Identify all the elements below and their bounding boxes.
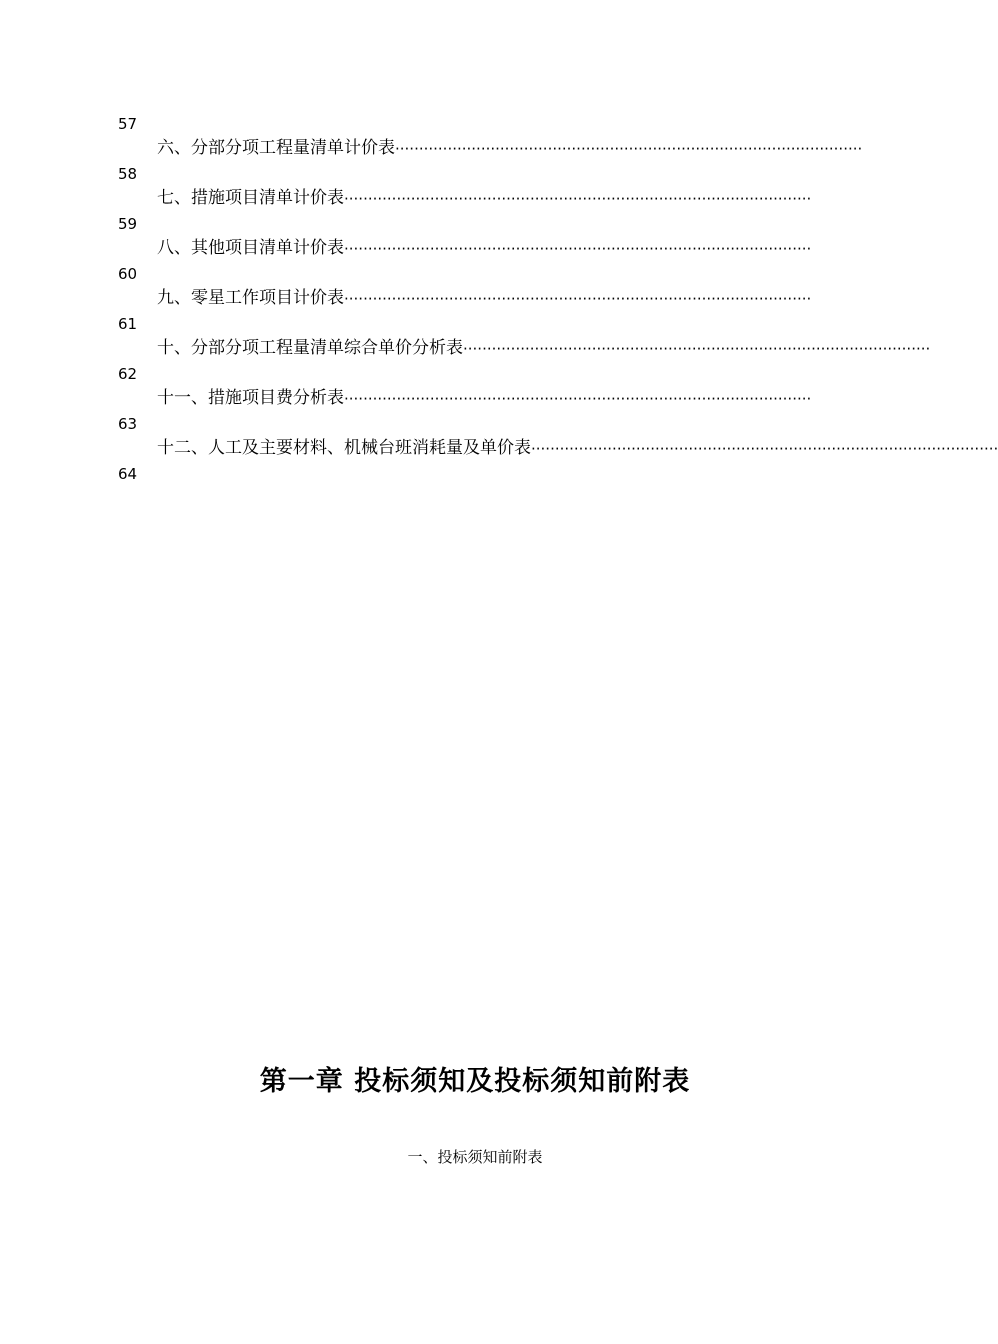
toc-entry[interactable]	[157, 436, 998, 460]
toc-leader-dots: ··································································································	[344, 390, 812, 408]
toc-entry-label: 十一、措施项目费分析表	[157, 388, 344, 408]
toc-page-number: 64	[118, 465, 138, 483]
toc-entry-label: 九、零星工作项目计价表	[157, 288, 344, 308]
toc-entry-label: 六、分部分项工程量清单计价表	[157, 138, 395, 158]
toc-entry[interactable]	[157, 186, 838, 210]
toc-leader-dots: ··································································································	[531, 440, 998, 458]
toc-page-number: 60	[118, 265, 138, 283]
toc-page-number: 57	[118, 115, 138, 133]
toc-leader-dots: ··································································································	[395, 140, 863, 158]
toc-entry[interactable]	[157, 286, 838, 310]
toc-entry[interactable]	[157, 236, 838, 260]
section-title: 一、投标须知前附表	[407, 1148, 543, 1166]
toc-leader-dots: ··································································································	[344, 240, 812, 258]
toc-page-number: 62	[118, 365, 138, 383]
toc-entry-label: 七、措施项目清单计价表	[157, 188, 344, 208]
toc-entry-label: 十二、人工及主要材料、机械台班消耗量及单价表	[157, 438, 531, 458]
toc-page-number: 58	[118, 165, 138, 183]
toc-entry[interactable]	[157, 336, 931, 360]
toc-entry-label: 十、分部分项工程量清单综合单价分析表	[157, 338, 463, 358]
toc-leader-dots: ··································································································	[344, 190, 812, 208]
chapter-title: 第一章 投标须知及投标须知前附表	[259, 1066, 691, 1097]
toc-entry[interactable]	[157, 136, 863, 160]
toc-page-number: 59	[118, 215, 138, 233]
toc-page-number: 61	[118, 315, 138, 333]
toc-entry-label: 八、其他项目清单计价表	[157, 238, 344, 258]
toc-leader-dots: ··································································································	[463, 340, 931, 358]
toc-leader-dots: ··································································································	[344, 290, 812, 308]
toc-entry[interactable]	[157, 386, 838, 410]
toc-page-number: 63	[118, 415, 138, 433]
